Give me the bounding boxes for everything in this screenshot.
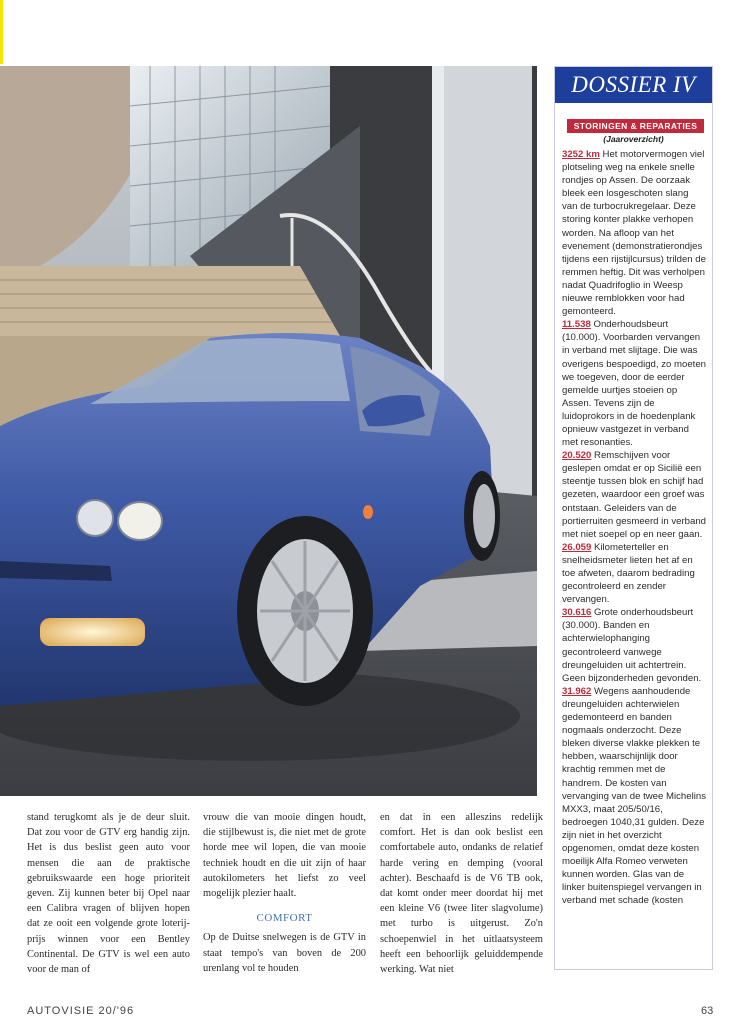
log-entry <box>562 541 706 606</box>
entry-text: Kilometerteller en snelheidsmeter lieten het af en toe afweten, daarom bedrading gecontroleerd en zender vervangen. <box>562 541 695 606</box>
entry-text: Grote onderhoudsbeurt (30.000). Banden en achterwielophanging gecontroleerd vanwege dreungeluiden uit achtertrein. Geen bijzonderheden gevonden. <box>562 607 702 684</box>
dossier-sidebar <box>554 66 713 970</box>
repair-log <box>562 148 706 907</box>
entry-mileage: 20.520 <box>562 450 592 462</box>
entry-text: Remschijven voor geslepen omdat er op Sicilië een steentje tussen blok en schijf had gezeten, waardoor een groef was ontstaan. Geleiders van de portierruiten gesmeerd in verband met niet soepel op en neer gaan. <box>562 450 706 540</box>
entry-mileage: 11.538 <box>562 319 591 331</box>
article-column-1 <box>27 810 190 977</box>
publication-footer: AUTOVISIE 20/'96 <box>27 1005 135 1017</box>
car-photo <box>0 66 537 796</box>
article-column-3 <box>380 810 543 977</box>
entry-text: Het motorvermogen viel plotseling weg na enkele snelle rondjes op Assen. De oorzaak bleek een losgeschoten slang van de turbocrukregelaar. Deze storing konter plakke verhopen worden. Na afloop van het evenement (demonstratierondjes tijdens een rijstijlcursus) trilden de remmen heftig. Dit was verholpen nadat Quadrifoglio in Weesp nieuwe remblokken voor had gemonteerd. <box>562 149 706 318</box>
entry-mileage: 30.616 <box>562 607 592 619</box>
log-entry <box>562 685 706 908</box>
article-text: en dat in een alleszins redelijk comfort. Het is dan ook beslist een comfortabele auto, ondanks de relatief harde vering en demping (vooral achter). Beschaafd is de V6 TB ook, dat komt onder meer doordat hij met een kleine V6 (twee liter slagvolume) met turbo is uitgerust. Zo'n schoepenwiel in het uitlaatsysteem heeft een behoorlijk geluiddempende werking. Wat niet <box>380 812 543 976</box>
article-text: Op de Duitse snelwegen is de GTV in staat tempo's van boven de 200 urenlang vol te houden <box>203 932 366 974</box>
section-heading-comfort: COMFORT <box>256 912 313 925</box>
article-text: stand terugkomt als je de deur sluit. Dat zou voor de GTV erg handig zijn. Het is dus beslist geen auto voor mensen die aan de praktische gebruikswaarde een hoge prioriteit geven. Zij kunnen beter bij Opel naar een Calibra vragen of blijven hopen dat ze ooit een volgende grote loterij-prijs winnen voor een Bentley Continental. De GTV is wel een auto voor de man of <box>27 812 190 976</box>
dossier-title: DOSSIER IV <box>555 67 712 103</box>
log-entry <box>562 318 706 449</box>
entry-mileage: 26.059 <box>562 541 592 553</box>
section-sublabel: (Jaaroverzicht) <box>603 134 664 144</box>
log-entry <box>562 449 706 541</box>
entry-mileage: 31.962 <box>562 685 592 697</box>
page-number: 63 <box>701 1005 714 1017</box>
article-text: vrouw die van mooie dingen houdt, die stijlbewust is, die niet met de grote horde mee wil lopen, die van mooie techniek houdt en die uit zijn of haar autokilometers het liefst zo veel mogelijk plezier haalt. <box>203 812 366 900</box>
log-entry <box>562 148 706 318</box>
article-column-2 <box>203 810 366 976</box>
page-edge-marker <box>0 0 3 64</box>
entry-mileage: 3252 km <box>562 149 600 160</box>
log-entry <box>562 606 706 685</box>
entry-text: Wegens aanhoudende dreungeluiden achterwielen gedemonteerd en banden nogmaals onderzocht. Deze bleken diverse vlakke plekken te hebben, waarschijnlijk door krachtig remmen met de handrem. De kosten van vervanging van de twee Michelins MXX3, maat 205/50/16, bedroegen 1040,31 gulden. Deze zijn niet in het overzicht opgenomen, omdat deze kosten moeilijk Alfa Romeo verweten kunnen worden. Glas van de linker buitenspiegel vervangen in verband met schade (kosten <box>562 685 706 907</box>
section-label: STORINGEN & REPARATIES <box>567 119 704 133</box>
entry-text: Onderhoudsbeurt (10.000). Voorbarden vervangen in verband met slijtage. Die was overigens bespoedigd, zo moeten we toegeven, door de eerder gemelde uurtjes stoeien op Assen. Tevens zijn de luidoprokors in de hoedenplank opnieuw vastgezet in verband met resonanties. <box>562 319 707 449</box>
